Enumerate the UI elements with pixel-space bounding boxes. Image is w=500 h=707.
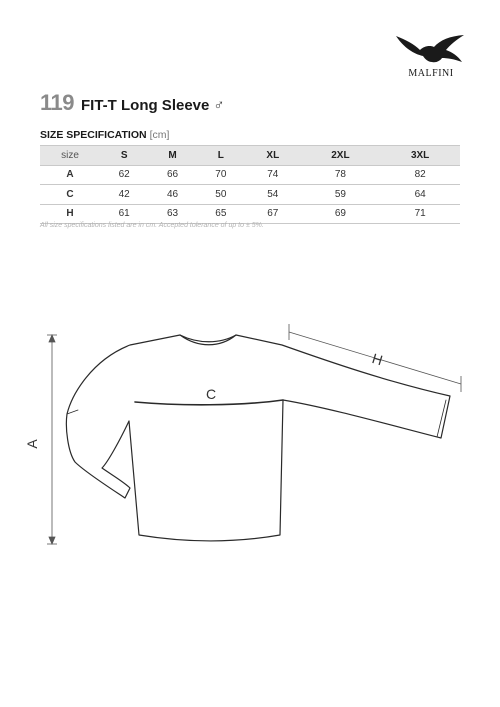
- table-cell: 59: [301, 185, 381, 205]
- dimension-a-label: A: [24, 439, 40, 449]
- table-cell: 61: [100, 204, 148, 224]
- size-spec-title: SIZE SPECIFICATION: [40, 129, 147, 141]
- dimension-c-label: C: [205, 386, 217, 402]
- table-cell: 78: [301, 165, 381, 185]
- size-col-header: M: [148, 146, 196, 166]
- size-header-label: size: [40, 146, 100, 166]
- table-cell: 71: [380, 204, 460, 224]
- model-number: 119: [40, 90, 74, 115]
- brand-name: MALFINI: [408, 68, 454, 79]
- size-spec-unit: [cm]: [149, 129, 170, 141]
- dimension-h-label: H: [370, 350, 385, 369]
- table-row: [40, 165, 460, 185]
- table-row: [40, 185, 460, 205]
- size-col-header: 3XL: [380, 146, 460, 166]
- table-cell: 65: [197, 204, 245, 224]
- table-cell: 64: [380, 185, 460, 205]
- size-col-header: 2XL: [301, 146, 381, 166]
- tolerance-note: All size specifications listed are in cm. Accepted tolerance of up to ± 5%.: [40, 222, 264, 229]
- row-label: H: [40, 204, 100, 224]
- garment-diagram: [0, 310, 500, 570]
- table-cell: 66: [148, 165, 196, 185]
- table-cell: 62: [100, 165, 148, 185]
- table-cell: 82: [380, 165, 460, 185]
- table-cell: 42: [100, 185, 148, 205]
- table-cell: 50: [197, 185, 245, 205]
- size-table-header: [40, 146, 460, 166]
- table-cell: 54: [245, 185, 301, 205]
- row-label: C: [40, 185, 100, 205]
- table-cell: 46: [148, 185, 196, 205]
- table-row: [40, 204, 460, 224]
- table-cell: 69: [301, 204, 381, 224]
- table-cell: 67: [245, 204, 301, 224]
- product-title: [40, 90, 225, 116]
- model-name: FIT-T Long Sleeve: [81, 97, 210, 114]
- shirt-outline: [66, 335, 450, 541]
- size-table: [40, 145, 460, 224]
- size-col-header: L: [197, 146, 245, 166]
- table-cell: 70: [197, 165, 245, 185]
- size-col-header: S: [100, 146, 148, 166]
- table-cell: 63: [148, 204, 196, 224]
- male-icon: ♂: [213, 97, 225, 114]
- cuff-left: [67, 410, 78, 414]
- shirt-neckline: [180, 335, 236, 345]
- table-cell: 74: [245, 165, 301, 185]
- size-col-header: XL: [245, 146, 301, 166]
- row-label: A: [40, 165, 100, 185]
- size-spec-heading: [40, 129, 169, 141]
